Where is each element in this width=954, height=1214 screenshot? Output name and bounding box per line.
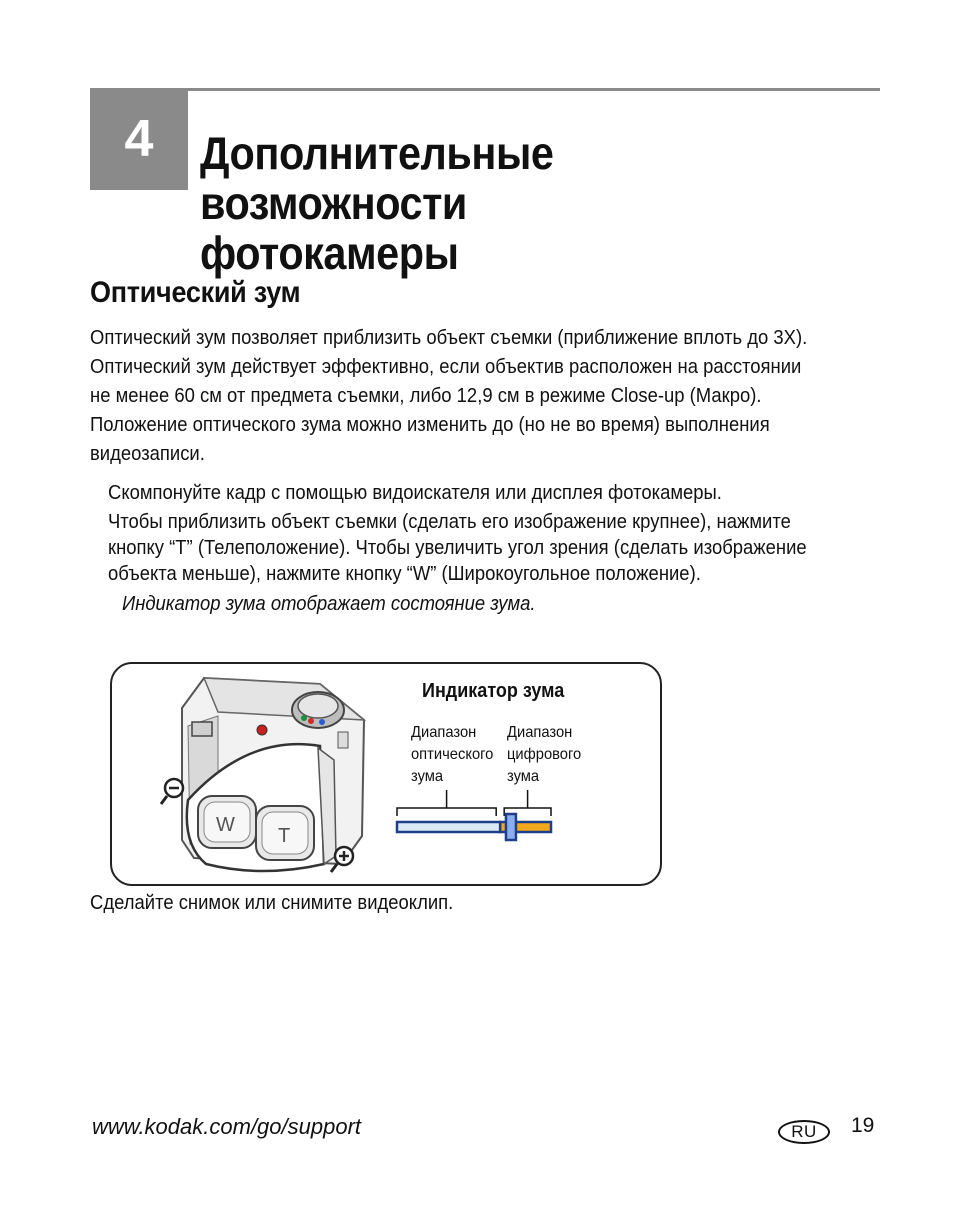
button-w-label: W [216,814,235,836]
chapter-title-line: Дополнительные возможности [200,127,554,229]
final-step: Сделайте снимок или снимите видеоклип. [90,891,454,914]
tele-button-illustration [256,806,314,860]
optical-range-bracket [397,790,496,816]
optical-range-line: зума [411,768,444,785]
chapter-number: 4 [124,110,154,168]
step-2-line: Чтобы приблизить объект съемки (сделать его изображение крупнее), нажмите [108,510,791,533]
digital-range-line: цифрового [507,746,582,763]
button-t-label: T [278,825,291,847]
intro-paragraph [90,323,871,468]
digital-range-line: Диапазон [507,724,573,741]
step-2-line: объекта меньше), нажмите кнопку “W” (Широкоугольное положение). [108,562,701,585]
optical-range-label [411,722,493,788]
intro-line: Оптический зум действует эффективно, если объектив расположен на расстоянии [90,355,802,378]
digital-range-line: зума [507,768,540,785]
zoom-figure [110,662,662,886]
step-1 [108,480,882,506]
step-2-line: кнопку “T” (Телеположение). Чтобы увеличить угол зрения (сделать изображение [108,536,807,559]
intro-line: не менее 60 см от предмета съемки, либо 12,9 см в режиме Close-up (Макро). [90,384,762,407]
chapter-title [200,128,821,278]
intro-line: Оптический зум позволяет приблизить объект съемки (приближение вплоть до 3X). [90,326,808,349]
chapter-title-line: фотокамеры [200,227,459,279]
language-code: RU [791,1122,817,1141]
page-number: 19 [851,1114,875,1137]
chapter-top-rule [188,88,880,91]
zoom-indicator-bar [394,790,554,842]
optical-range-line: оптического [411,746,494,763]
step-2 [108,509,882,587]
camera-illustration [152,668,392,882]
optical-range-line: Диапазон [411,724,477,741]
zoom-indicator-title: Индикатор зума [422,680,565,702]
digital-range-bracket [504,790,551,816]
wide-button-illustration [198,796,256,848]
digital-range-label [507,722,581,788]
language-badge [778,1120,830,1144]
optical-zoom-segment [397,822,500,832]
footer-url: www.kodak.com/go/support [92,1114,362,1139]
chapter-number-box [90,88,188,190]
zoom-out-icon [161,779,183,804]
step-1-text: Скомпонуйте кадр с помощью видоискателя или дисплея фотокамеры. [108,481,722,504]
intro-line: видеозаписи. [90,442,205,465]
zoom-position-marker [506,814,516,840]
section-heading: Оптический зум [90,276,301,309]
zoom-indicator-note: Индикатор зума отображает состояние зума. [122,592,536,615]
intro-line: Положение оптического зума можно изменить до (но не во время) выполнения [90,413,770,436]
